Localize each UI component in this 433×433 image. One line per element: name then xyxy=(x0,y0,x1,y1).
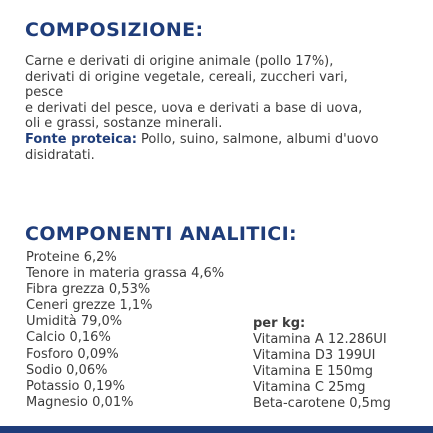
component-item: Potassio 0,19% xyxy=(26,378,125,394)
protein-source xyxy=(25,132,425,163)
composition-line: oli e grassi, sostanze minerali. xyxy=(25,116,223,132)
composition-line: Carne e derivati di origine animale (pollo 17%), xyxy=(25,54,334,69)
component-item: Ceneri grezze 1,1% xyxy=(26,298,153,314)
composition-heading: COMPOSIZIONE: xyxy=(25,19,204,41)
protein-source-text: Pollo, suino, salmone, albumi d'uovo disidratati. xyxy=(25,131,379,163)
vitamin-item: Vitamina E 150mg xyxy=(253,364,373,380)
composition-text xyxy=(25,54,425,163)
component-item: Tenore in materia grassa 4,6% xyxy=(26,266,225,282)
component-item: Calcio 0,16% xyxy=(26,330,111,346)
composition-line: pesce xyxy=(25,85,64,101)
vitamins-list xyxy=(253,316,428,413)
component-item: Umidità 79,0% xyxy=(26,314,123,330)
vitamin-item: Vitamina D3 199UI xyxy=(253,348,376,364)
per-kg-label: per kg: xyxy=(253,316,306,331)
component-item: Sodio 0,06% xyxy=(26,362,108,378)
composition-line: e derivati del pesce, uova e derivati a base di uova, xyxy=(25,100,363,116)
bottom-bar xyxy=(0,426,433,433)
component-item: Magnesio 0,01% xyxy=(26,394,134,410)
composition-line: derivati di origine vegetale, cereali, zuccheri vari, xyxy=(25,69,348,85)
component-item: Fibra grezza 0,53% xyxy=(26,282,151,298)
analytical-components-list xyxy=(26,250,256,411)
vitamin-item: Vitamina A 12.286UI xyxy=(253,332,387,348)
vitamin-item: Vitamina C 25mg xyxy=(253,380,366,396)
vitamin-item: Beta-carotene 0,5mg xyxy=(253,396,391,412)
analytical-heading: COMPONENTI ANALITICI: xyxy=(25,223,298,245)
protein-source-label: Fonte proteica: xyxy=(25,131,137,147)
component-item: Proteine 6,2% xyxy=(26,250,117,265)
component-item: Fosforo 0,09% xyxy=(26,346,119,362)
